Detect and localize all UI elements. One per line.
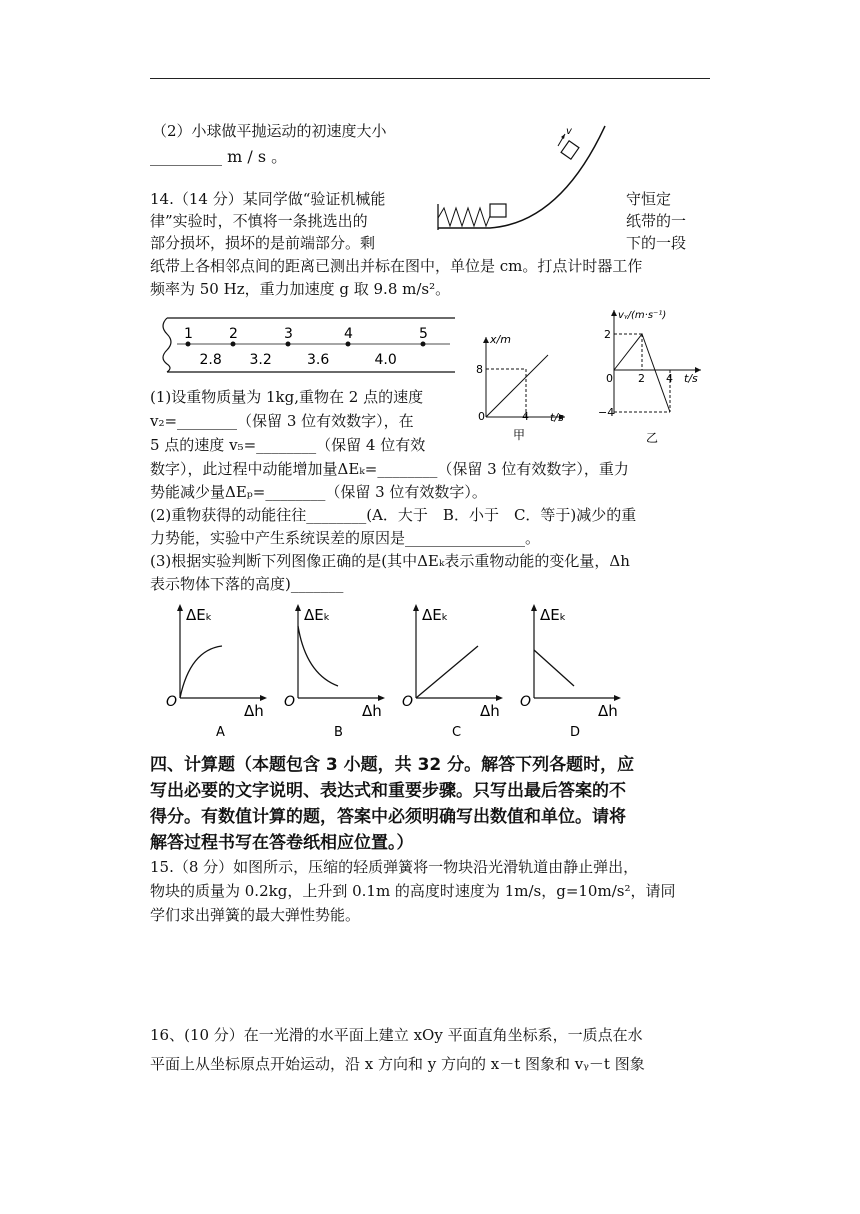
tape-point-label: 3 (284, 326, 293, 342)
q14-p2-line1: (2)重物获得的动能往往________(A．大于 B．小于 C．等于)减少的重 (150, 506, 637, 524)
tape-point (231, 342, 236, 347)
q14-p3-line2: 表示物体下落的高度)_______ (150, 575, 344, 593)
option-label: B (334, 725, 343, 740)
tape-point-label: 5 (419, 326, 428, 342)
q14-line1a: 14.（14 分）某同学做“验证机械能 (150, 190, 386, 208)
q14-p1-line5: 势能减少量ΔEₚ=________（保留 3 位有效数字）。 (150, 483, 487, 501)
option-graph-c (396, 600, 511, 740)
tape-distance-label: 3.6 (307, 352, 330, 368)
q14-line3b: 下的一段 (626, 234, 687, 252)
q14-p1-line4: 数字），此过程中动能增加量ΔEₖ=________（保留 3 位有效数字），重力 (150, 460, 629, 478)
option-ylabel: ΔEₖ (422, 606, 449, 624)
option-graph-a (160, 600, 275, 740)
option-xlabel: Δh (598, 702, 618, 720)
option-ylabel: ΔEₖ (540, 606, 567, 624)
tape-point-label: 2 (229, 326, 238, 342)
option-label: D (570, 725, 581, 740)
jia-y-tick: 8 (476, 363, 483, 376)
tape-distance-label: 2.8 (199, 352, 222, 368)
velocity-label: v (566, 126, 572, 137)
option-curve (180, 646, 222, 698)
option-graph-b (278, 600, 393, 740)
jia-origin: 0 (478, 410, 485, 423)
section4-line1: 四、计算题（本题包含 3 小题，共 32 分。解答下列各题时，应 (150, 755, 635, 775)
yi-x-tick1: 2 (638, 372, 645, 385)
q14-p1-line1: (1)设重物质量为 1kg,重物在 2 点的速度 (150, 388, 424, 406)
tape-point (186, 342, 191, 347)
option-graph-d (514, 600, 629, 740)
option-label: A (216, 725, 225, 740)
option-curve (416, 646, 478, 698)
option-xlabel: Δh (244, 702, 264, 720)
q14-line2b: 纸带的一 (626, 212, 687, 230)
q15-line1: 15.（8 分）如图所示，压缩的轻质弹簧将一物块沿光滑轨道由静止弹出， (150, 858, 639, 876)
option-curve (534, 650, 574, 686)
section4-line2: 写出必要的文字说明、表达式和重要步骤。只写出最后答案的不 (150, 781, 626, 801)
q14-line2a: 律”实验时，不慎将一条挑选出的 (150, 212, 368, 230)
yi-xlabel: t/s (684, 372, 698, 385)
jia-ylabel: x/m (490, 333, 511, 346)
header-rule (150, 78, 710, 79)
q13-part2-line1: （2）小球做平抛运动的初速度大小 (152, 122, 387, 140)
graph-yi (596, 306, 706, 446)
yi-x-tick2: 4 (666, 372, 673, 385)
tape-distance-label: 3.2 (249, 352, 272, 368)
q14-p1-line3: 5 点的速度 v₅=________（保留 4 位有效 (150, 436, 426, 454)
q15-line2: 物块的质量为 0.2kg，上升到 0.1m 的高度时速度为 1m/s，g=10m/s²，请同 (150, 882, 676, 900)
option-origin: O (520, 694, 532, 710)
option-xlabel: Δh (362, 702, 382, 720)
q14-p2-line2: 力势能，实验中产生系统误差的原因是________________。 (150, 529, 541, 547)
option-origin: O (284, 694, 296, 710)
option-ylabel: ΔEₖ (304, 606, 331, 624)
spring-ramp-figure (430, 118, 615, 238)
q14-line1b: 守恒定 (626, 190, 672, 208)
option-origin: O (402, 694, 414, 710)
tape-point (286, 342, 291, 347)
option-xlabel: Δh (480, 702, 500, 720)
tape-point-label: 1 (184, 326, 193, 342)
tape-point (346, 342, 351, 347)
option-ylabel: ΔEₖ (186, 606, 213, 624)
option-label: C (452, 725, 462, 740)
q14-p1-line2: v₂=________（保留 3 位有效数字），在 (150, 412, 414, 430)
option-origin: O (166, 694, 178, 710)
option-graphs (160, 600, 640, 740)
yi-ylabel: vᵧ/(m·s⁻¹) (618, 310, 667, 321)
q15-line3: 学们求出弹簧的最大弹性势能。 (150, 906, 361, 924)
yi-y-top: 2 (604, 328, 611, 341)
tape-point-label: 4 (344, 326, 353, 342)
yi-y-bottom: −4 (598, 406, 615, 419)
q14-line3a: 部分损坏，损坏的是前端部分。剩 (150, 234, 376, 252)
tape-point (421, 342, 426, 347)
q14-line4: 纸带上各相邻点间的距离已测出并标在图中，单位是 cm。打点计时器工作 (150, 257, 643, 275)
q16-line1: 16、(10 分）在一光滑的水平面上建立 xOy 平面直角坐标系，一质点在水 (150, 1026, 643, 1044)
section4-line4: 解答过程书写在答卷纸相应位置。） (150, 833, 414, 853)
tape-distance-label: 4.0 (374, 352, 397, 368)
paper-tape-figure (155, 312, 460, 378)
jia-caption: 甲 (513, 428, 526, 442)
jia-xlabel: t/s (550, 411, 564, 424)
graph-jia (470, 325, 570, 443)
q16-line2: 平面上从坐标原点开始运动，沿 x 方向和 y 方向的 x－t 图象和 vᵧ－t 图象 (150, 1055, 645, 1073)
yi-caption: 乙 (646, 431, 659, 445)
q14-p3-line1: (3)根据实验判断下列图像正确的是(其中ΔEₖ表示重物动能的变化量，Δh (150, 552, 630, 570)
section4-line3: 得分。有数值计算的题，答案中必须明确写出数值和单位。请将 (150, 807, 626, 827)
yi-origin: 0 (606, 372, 613, 385)
q14-line5: 频率为 50 Hz，重力加速度 g 取 9.8 m/s²。 (150, 280, 451, 298)
jia-x-tick: 4 (522, 410, 529, 423)
q13-part2-line2: _________ m / s 。 (150, 147, 288, 166)
option-curve (298, 626, 338, 686)
